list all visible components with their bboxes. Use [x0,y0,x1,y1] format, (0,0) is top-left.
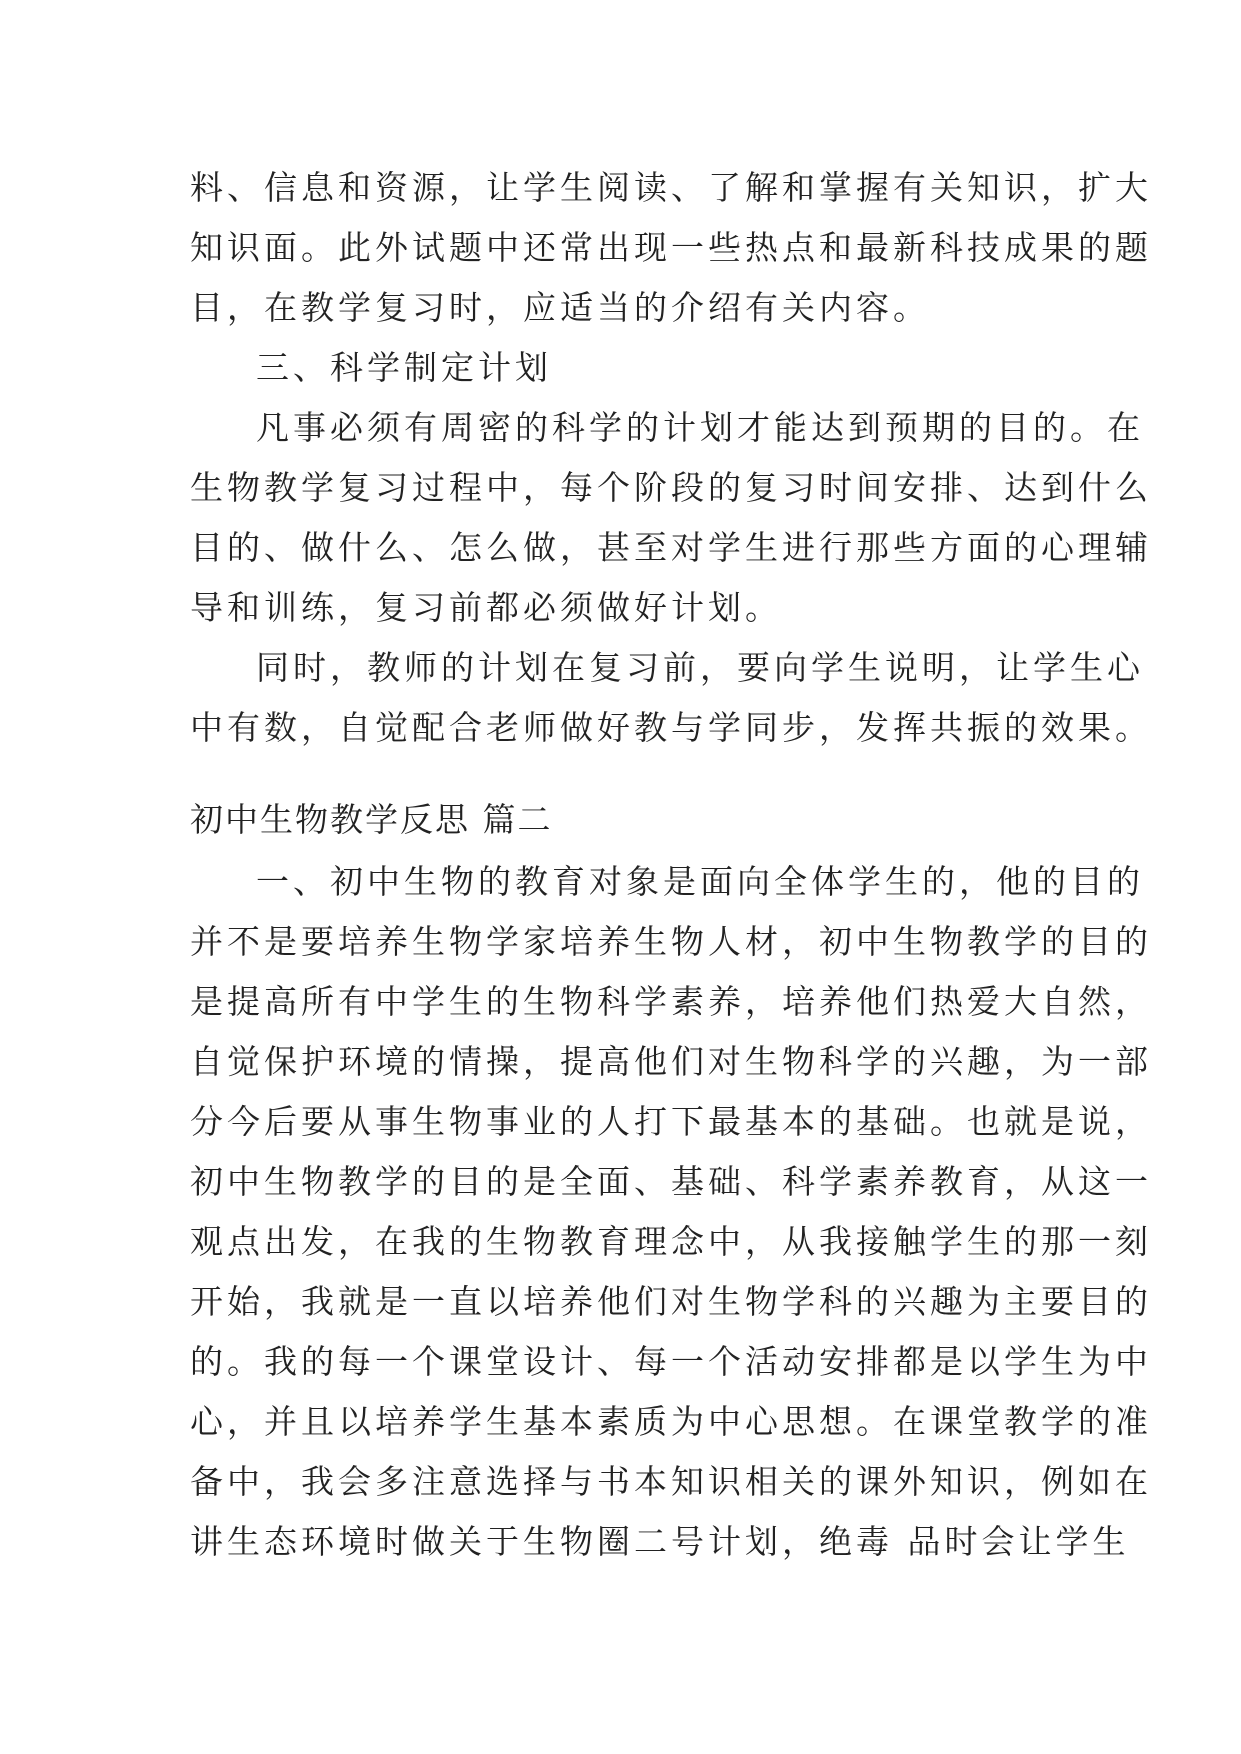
text-line: 导和训练，复习前都必须做好计划。 [190,588,782,627]
text-line: 同时，教师的计划在复习前，要向学生说明，让学生心 [256,648,1144,687]
text-line: 目，在教学复习时，应适当的介绍有关内容。 [190,288,930,327]
text-line: 初中生物教学的目的是全面、基础、科学素养教育，从这一 [190,1162,1152,1201]
text-line: 心，并且以培养学生基本素质为中心思想。在课堂教学的准 [190,1402,1152,1441]
text-line: 观点出发，在我的生物教育理念中，从我接触学生的那一刻 [190,1222,1152,1261]
text-line: 知识面。此外试题中还常出现一些热点和最新科技成果的题 [190,228,1152,267]
text-line: 生物教学复习过程中，每个阶段的复习时间安排、达到什么 [190,468,1152,507]
text-line: 料、信息和资源，让学生阅读、了解和掌握有关知识，扩大 [190,168,1152,207]
text-line: 备中，我会多注意选择与书本知识相关的课外知识，例如在 [190,1462,1152,1501]
article-title: 初中生物教学反思 篇二 [190,800,553,839]
text-line: 自觉保护环境的情操，提高他们对生物科学的兴趣，为一部 [190,1042,1152,1081]
section-heading: 三、科学制定计划 [256,348,552,387]
text-line: 的。我的每一个课堂设计、每一个活动安排都是以学生为中 [190,1342,1152,1381]
text-line: 分今后要从事生物事业的人打下最基本的基础。也就是说， [190,1102,1152,1141]
text-line: 中有数，自觉配合老师做好教与学同步，发挥共振的效果。 [190,708,1152,747]
text-line: 讲生态环境时做关于生物圈二号计划，绝毒 品时会让学生 [190,1522,1130,1561]
text-line: 目的、做什么、怎么做，甚至对学生进行那些方面的心理辅 [190,528,1152,567]
text-line: 并不是要培养生物学家培养生物人材，初中生物教学的目的 [190,922,1152,961]
text-line: 一、初中生物的教育对象是面向全体学生的，他的目的 [256,862,1144,901]
text-line: 凡事必须有周密的科学的计划才能达到预期的目的。在 [256,408,1144,447]
text-line: 是提高所有中学生的生物科学素养，培养他们热爱大自然， [190,982,1152,1021]
text-line: 开始，我就是一直以培养他们对生物学科的兴趣为主要目的 [190,1282,1152,1321]
